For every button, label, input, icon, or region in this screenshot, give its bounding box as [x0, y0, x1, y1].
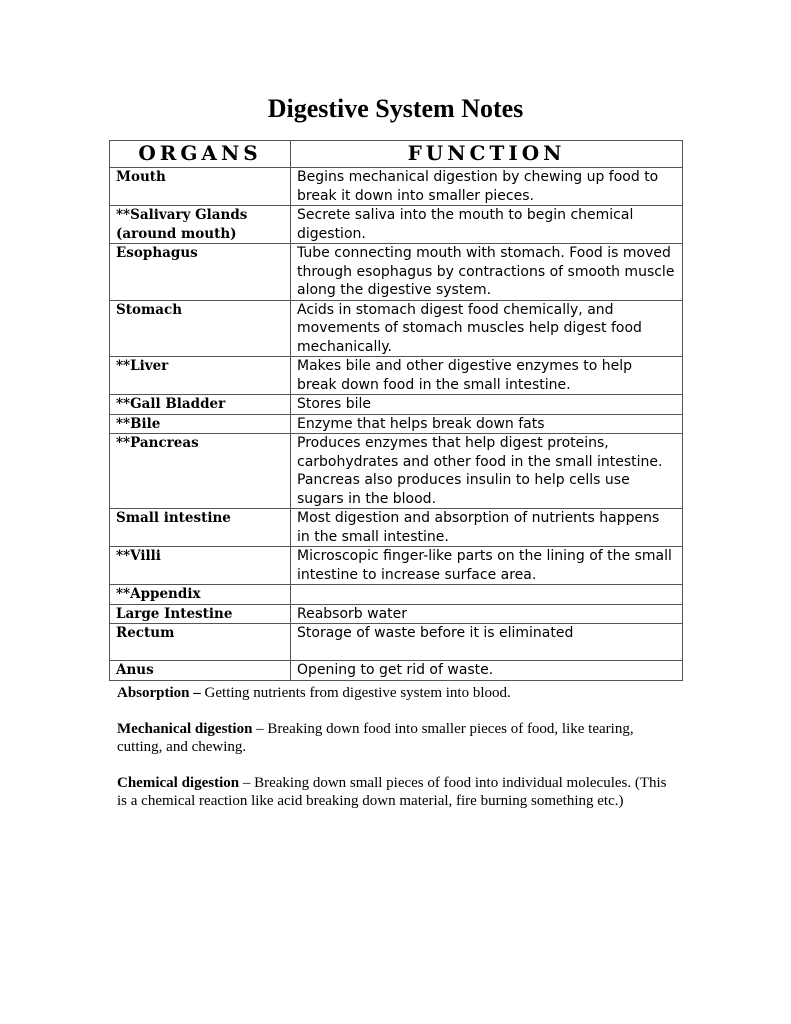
- definition-text: – Breaking down small pieces of food into individual molecules. (This is a chemical reaction like acid breaking down material, fire burning something etc.): [117, 775, 667, 809]
- organ-cell: **Liver: [110, 357, 291, 395]
- table-row: [110, 300, 683, 357]
- organ-cell: **Bile: [110, 414, 291, 434]
- function-column-header: FUNCTION: [291, 141, 683, 168]
- table-row: [110, 395, 683, 415]
- function-cell: Storage of waste before it is eliminated: [291, 624, 683, 661]
- organ-cell: **Pancreas: [110, 434, 291, 509]
- function-cell: Tube connecting mouth with stomach. Food is moved through esophagus by contractions of smooth muscle along the digestive system.: [291, 244, 683, 301]
- organ-cell: Anus: [110, 661, 291, 681]
- table-row: [110, 547, 683, 585]
- table-header-row: [110, 141, 683, 168]
- function-cell: Enzyme that helps break down fats: [291, 414, 683, 434]
- table-row: [110, 206, 683, 244]
- organs-function-table: [109, 140, 683, 681]
- definition-term: Chemical digestion: [117, 775, 240, 791]
- function-cell: Stores bile: [291, 395, 683, 415]
- function-cell: Most digestion and absorption of nutrients happens in the small intestine.: [291, 509, 683, 547]
- definition-term: Absorption –: [117, 685, 201, 701]
- organ-cell: Esophagus: [110, 244, 291, 301]
- absorption-definition: [117, 684, 677, 702]
- table-row: [110, 509, 683, 547]
- organ-cell: Stomach: [110, 300, 291, 357]
- organ-cell: **Villi: [110, 547, 291, 585]
- function-cell: Begins mechanical digestion by chewing up food to break it down into smaller pieces.: [291, 168, 683, 206]
- table-row: [110, 604, 683, 624]
- function-cell: Microscopic finger-like parts on the lining of the small intestine to increase surface area.: [291, 547, 683, 585]
- function-cell: Makes bile and other digestive enzymes to help break down food in the small intestine.: [291, 357, 683, 395]
- table-row: [110, 434, 683, 509]
- definition-text: Getting nutrients from digestive system into blood.: [200, 685, 511, 701]
- organ-cell: Rectum: [110, 624, 291, 661]
- table-row: [110, 168, 683, 206]
- function-cell: Produces enzymes that help digest proteins, carbohydrates and other food in the small intestine. Pancreas also produces insulin to help cells use sugars in the blood.: [291, 434, 683, 509]
- definition-text: – Breaking down food into smaller pieces of food, like tearing, cutting, and chewing.: [117, 721, 634, 755]
- table-row: [110, 414, 683, 434]
- definitions-section: [117, 684, 677, 828]
- function-cell: Secrete saliva into the mouth to begin chemical digestion.: [291, 206, 683, 244]
- page-title: Digestive System Notes: [267, 94, 524, 123]
- organ-cell: Small intestine: [110, 509, 291, 547]
- definition-term: Mechanical digestion: [117, 721, 253, 737]
- table-row: [110, 661, 683, 681]
- organs-column-header: ORGANS: [110, 141, 291, 168]
- organ-cell: **Salivary Glands (around mouth): [110, 206, 291, 244]
- chemical-digestion-definition: [117, 774, 677, 810]
- table-row: [110, 357, 683, 395]
- table-row: [110, 244, 683, 301]
- table-row: [110, 585, 683, 605]
- function-cell: Acids in stomach digest food chemically, and movements of stomach muscles help digest food mechanically.: [291, 300, 683, 357]
- organ-cell: **Gall Bladder: [110, 395, 291, 415]
- organ-cell: Mouth: [110, 168, 291, 206]
- function-cell: Reabsorb water: [291, 604, 683, 624]
- table-row: [110, 624, 683, 661]
- organ-cell: Large Intestine: [110, 604, 291, 624]
- function-cell: Opening to get rid of waste.: [291, 661, 683, 681]
- mechanical-digestion-definition: [117, 720, 677, 756]
- function-cell: [291, 585, 683, 605]
- organ-cell: **Appendix: [110, 585, 291, 605]
